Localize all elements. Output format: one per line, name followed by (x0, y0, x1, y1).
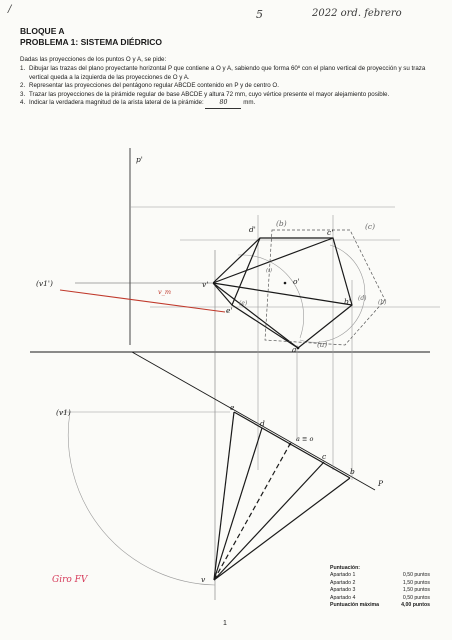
label-b2-bracket: (b) (378, 299, 387, 306)
label-v-prime: v' (202, 280, 209, 289)
scoring-title: Puntuación: (330, 565, 360, 571)
label-e-bracket: (e) (239, 300, 248, 307)
pentagon-vertical-projection (213, 238, 352, 348)
label-c-bracket: (c) (365, 222, 376, 231)
scoring-total-row: Puntuación máxima 4,00 puntos (330, 602, 430, 609)
page-number: 1 (223, 620, 227, 627)
label-a-bracket: (a) (317, 340, 328, 349)
label-a-prime: a' (292, 345, 299, 354)
task-item: 1. Dibujar las trazas del plano proyectante horizontal P que contiene a O y A, sabiendo que forma 60º con el plano vertical de proyección y su traza vertical queda a la izquierda de las proyecciones de O y A. (20, 65, 426, 81)
label-v1-left: (v1') (36, 279, 53, 288)
label-b: b (350, 467, 355, 476)
label-d: d (260, 419, 265, 428)
label-b-prime: b' (344, 297, 351, 306)
label-p: P (378, 479, 384, 488)
task-item: 3. Trazar las proyecciones de la pirámide regular de base ABCDE y altura 72 mm, cuyo vértice presente el mayor alejamiento posible. (20, 90, 390, 98)
task-item: 2. Representar las proyecciones del pentágono regular ABCDE contenido en P y de centro O. (20, 82, 279, 90)
label-c-prime: c' (327, 228, 334, 237)
label-vm: v_m (158, 288, 172, 296)
intro-text: Dadas las proyecciones de los puntos O y A, se pide: (20, 56, 167, 63)
label-v1-left-horizontal: (v1) (56, 408, 71, 417)
scoring-row: Apartado 1 0,50 puntos (330, 572, 430, 579)
scoring-table (330, 565, 430, 609)
label-e-prime: e' (226, 306, 233, 315)
true-magnitude-line (60, 290, 225, 312)
problem-title: PROBLEMA 1: SISTEMA DIÉDRICO (20, 37, 162, 47)
scoring-row: Apartado 4 0,50 puntos (330, 594, 430, 601)
answer-field[interactable]: 80 (205, 99, 241, 109)
label-v: v (201, 575, 206, 584)
label-i-mark: (i) (266, 268, 273, 274)
label-d-bracket: (d) (358, 295, 367, 302)
task-item: 4. Indicar la verdadera magnitud de la arista lateral de la pirámide: 80 mm. (20, 99, 430, 109)
red-handwritten-note: Giro FV (52, 575, 88, 585)
handwritten-corner-tick: / (8, 4, 12, 15)
block-title: BLOQUE A (20, 26, 65, 36)
label-e: e (230, 403, 235, 412)
scoring-row: Apartado 2 1,50 puntos (330, 579, 430, 586)
label-b-bracket: (b) (276, 219, 287, 228)
label-c: c (322, 452, 327, 461)
label-o-prime: o' (293, 277, 300, 286)
label-a-eq-o: a ≡ o (296, 435, 314, 443)
handwritten-page-mark: 5 (256, 8, 263, 21)
handwritten-exam-note: 2022 ord. febrero (312, 8, 402, 19)
horizontal-trace (132, 352, 375, 490)
label-p-prime: p' (136, 155, 143, 164)
label-d-prime: d' (249, 225, 256, 234)
scoring-row: Apartado 3 1,50 puntos (330, 587, 430, 594)
